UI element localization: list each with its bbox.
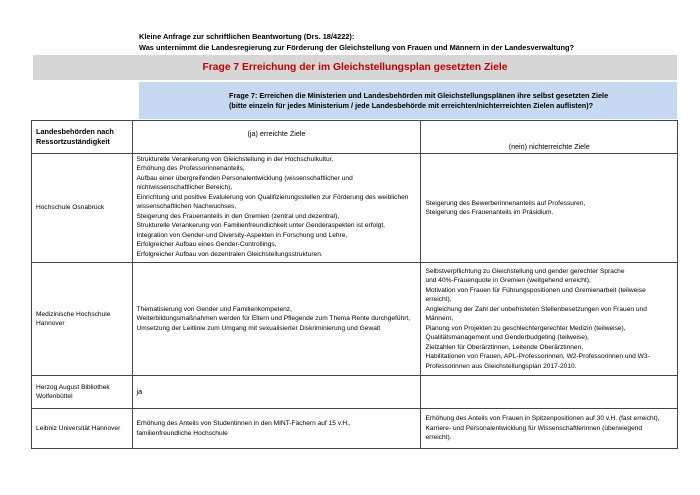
cell-line: Integration von Gender-und Diversity-Aspekten in Forschung und Lehre, [136,231,348,239]
cell-line: erreicht), [425,296,452,304]
table-row [32,154,678,263]
table-row [32,263,678,376]
cell-line: Habilitationen von Frauen, APL-Professorinnen, W2-Professorinnen und W3- [425,353,650,361]
cell-line: Motivation von Frauen für Führungspositionen und Gremienarbeit (teilweise [425,286,646,294]
cell-line: Weiterbildungsmaßnahmen werden für Eltern und Pflegende zum Thema Rente durchgeführt, [136,315,411,323]
results-table [31,120,678,449]
cell-line: Erhöhung des Anteils von Studentinnen in den MINT-Fächern auf 15 v.H., [136,420,351,428]
cell-line: Selbstverpflichtung zu Gleichstellung und gender gerechter Sprache [425,268,625,275]
cell-line: Professorinnen aus Gleichstellungsplan 2017-2010. [425,362,577,370]
cell-line: Thematisierung von Gender und Familienkompetenz, [136,305,292,313]
row-not-reached [421,154,678,263]
cell-line: nichtwissenschaftlicher Bereich), [136,184,233,192]
cell-line: Steigerung des Frauenanteils im Präsidium. [425,209,554,216]
cell-line: Steigerung des Bewerberinnenanteils auf Professuren, [425,199,586,207]
cell-line: Strukturelle Verankerung von Familienfreundlichkeit unter Genderaspekten ist erfolgt, [136,222,385,230]
cell-line: Aufbau einer übergreifenden Personalentwicklung (wissenschaftlicher und [136,174,353,182]
cell-line: Qualitätsmanagement und Genderbudgeting (teilweise), [425,334,589,342]
cell-line: Erhöhung des Anteils von Frauen in Spitzenpositionen auf 30 v.H. (fast erreicht), [425,415,660,423]
row-reached [132,263,421,376]
cell-line: familienfreundliche Hochschule [136,429,228,437]
frage-title-bar [33,55,677,80]
table-row [32,409,678,449]
cell-line: Erhöhung des Professorinnenanteils, [136,165,245,173]
row-not-reached [421,409,678,449]
cell-line: Steigerung des Frauenanteils in den Gremien (zentral und dezentral), [136,212,340,220]
cell-line: und 40%-Frauenquote in Gremien (weitgehend erreicht), [425,277,591,285]
cell-line: Karriere- und Personalentwicklung für Wissenschaftlerinnen (überwiegend [425,424,643,432]
row-reached [132,409,421,449]
row-not-reached [421,263,678,376]
row-reached [132,376,421,409]
cell-line: Planung von Projekten zu geschlechtergerechter Medizin (teilweise), [425,324,626,332]
row-authority: Medizinische Hochschule Hannover [32,263,133,376]
header-not-reached: (nein) nichterreichte Ziele [421,121,678,154]
document-header [139,32,679,53]
cell-line: Einrichtung und positive Evaluierung von Qualifizierungsstellen zur Förderung des weiblichen [136,193,409,201]
cell-line: Angleichung der Zahl der unbefristeten Stellenbesetzungen von Frauen und [425,305,647,313]
question-line-2: (bitte einzeln für jedes Ministerium / jede Landesbehörde mit erreichten/nichterreichten Zielen auflisten)? [229,100,594,110]
cell-line: Umsetzung der Leitlinie zum Umgang mit sexualisierter Diskriminierung und Gewalt [136,324,381,332]
question-line-1: Frage 7: Erreichen die Ministerien und Landesbehörden mit Gleichstellungsplänen ihre selbst gesetzten Ziele [229,90,609,100]
frage-title: Frage 7 Erreichung der im Gleichstellungsplan gesetzten Ziele [202,62,508,73]
cell-line: Erfolgreicher Aufbau eines Gender-Controllings, [136,241,277,249]
header-reached: (ja) erreichte Ziele [132,121,421,154]
row-reached [132,154,421,263]
row-authority: Herzog August Bibliothek Wolfenbüttel [32,376,133,409]
cell-line: ja [136,387,143,397]
cell-line: Zielzahlen für Oberärztinnen, Leitende Oberärztinnen, [425,343,584,351]
cell-line: erreicht). [425,434,452,442]
header-authority: Landesbehörden nach Ressortzuständigkeit [32,121,133,154]
row-authority: Hochschule Osnabrück [32,154,133,263]
row-authority: Leibniz Universität Hannover [32,409,133,449]
cell-line: Strukturelle Verankerung von Gleichstellung in der Hochschulkultur, [136,156,334,163]
cell-line: Männern, [425,315,454,323]
row-not-reached [421,376,678,409]
header-line-2: Was unternimmt die Landesregierung zur Förderung der Gleichstellung von Frauen und Männern in der Landesverwaltung? [139,42,575,52]
cell-line: wissenschaftlichen Nachwuchses, [136,203,237,211]
table-row [32,376,678,409]
question-box [139,82,677,119]
header-line-1: Kleine Anfrage zur schriftlichen Beantwortung (Drs. 18/4222): [139,32,355,41]
cell-line: Erfolgreicher Aufbau von dezentralen Gleichstellungsstrukturen. [136,250,323,258]
table-header-row [32,121,678,154]
